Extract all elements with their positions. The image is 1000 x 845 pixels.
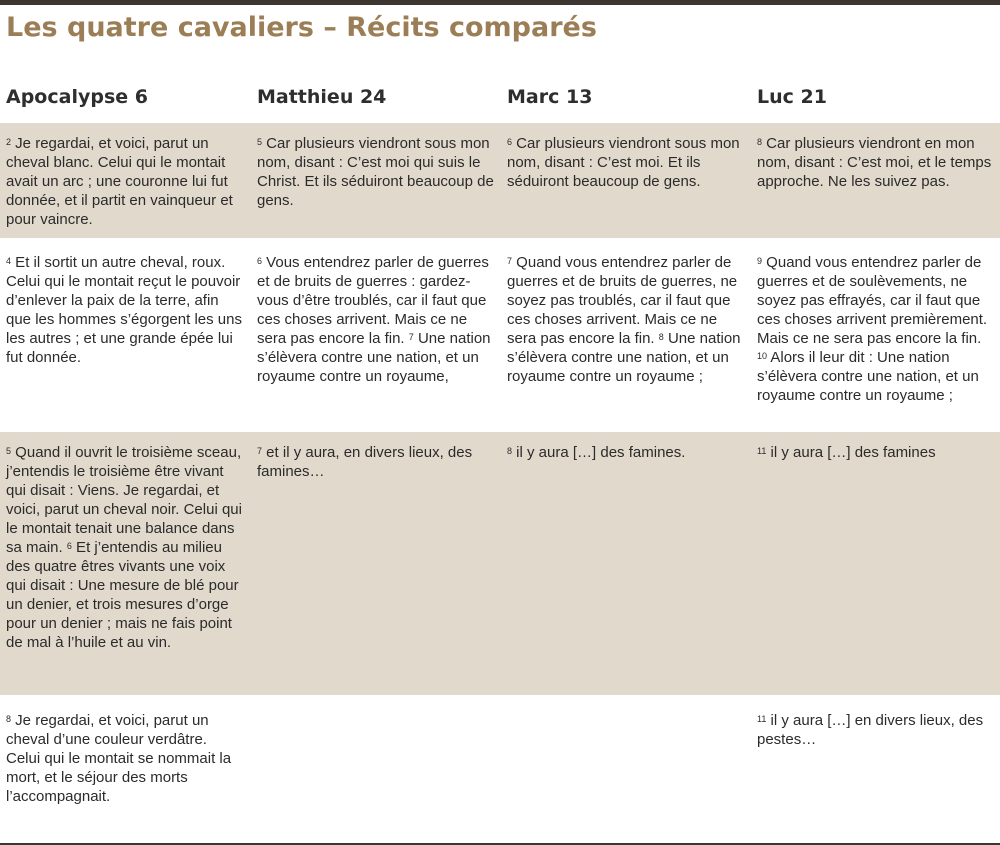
verse-text: Quand vous entendrez parler de guerres et de bruits de guerres, ne soyez pas troublés, car il faut que ces choses arrivent. Mais ce ne sera pas encore la fin. <box>507 254 738 347</box>
table-cell <box>257 443 495 481</box>
verse-number: 6 <box>507 137 513 147</box>
verse-number: 7 <box>408 332 414 342</box>
verse-text: Une nation s’élèvera contre une nation, et un royaume contre un royaume, <box>257 330 491 385</box>
verse-text: Quand il ouvrit le troisième sceau, j’entendis le troisième être vivant qui disait : Viens. Je regardai, et voici, parut un cheval noir. Celui qui le montait tenait une balance dans sa main. <box>6 444 242 556</box>
top-rule <box>0 0 1000 5</box>
table-row <box>0 242 1000 432</box>
table-row <box>0 123 1000 238</box>
verse-number: 9 <box>757 256 763 266</box>
table-cell <box>6 253 244 367</box>
verse-number: 8 <box>6 714 12 724</box>
table-row <box>0 432 1000 695</box>
verse-number: 8 <box>507 446 513 456</box>
verse-text: et il y aura, en divers lieux, des famines… <box>257 444 473 480</box>
column-header-apocalypse: Apocalypse 6 <box>6 86 148 108</box>
verse-number: 7 <box>507 256 513 266</box>
table-cell <box>507 134 745 191</box>
table-cell <box>6 711 244 806</box>
verse-number: 11 <box>757 714 767 724</box>
verse-number: 4 <box>6 256 12 266</box>
table-cell <box>757 443 995 462</box>
verse-text: Je regardai, et voici, parut un cheval d’une couleur verdâtre. Celui qui le montait se nommait la mort, et le séjour des morts l’accompagnait. <box>6 712 232 805</box>
verse-number: 6 <box>257 256 263 266</box>
table-cell <box>257 253 495 386</box>
verse-number: 6 <box>66 541 72 551</box>
table-cell <box>257 134 495 210</box>
verse-number: 5 <box>257 137 263 147</box>
table-cell <box>507 443 745 462</box>
verse-number: 5 <box>6 446 12 456</box>
verse-text: il y aura […] en divers lieux, des pestes… <box>757 712 984 748</box>
verse-text: Je regardai, et voici, parut un cheval blanc. Celui qui le montait avait un arc ; une couronne lui fut donnée, et il partit en vainqueur et pour vaincre. <box>6 135 233 228</box>
table-cell <box>6 134 244 229</box>
table-cell <box>507 253 745 386</box>
column-header-marc: Marc 13 <box>507 86 593 108</box>
verse-text: il y aura […] des famines <box>766 444 936 461</box>
verse-number: 11 <box>757 446 767 456</box>
verse-text: Car plusieurs viendront sous mon nom, disant : C’est moi qui suis le Christ. Et ils séduiront beaucoup de gens. <box>257 135 494 209</box>
verse-text: Car plusieurs viendront sous mon nom, disant : C’est moi. Et ils séduiront beaucoup de gens. <box>507 135 740 190</box>
verse-number: 8 <box>658 332 664 342</box>
table-cell <box>757 253 995 405</box>
table-cell <box>757 711 995 749</box>
verse-number: 2 <box>6 137 12 147</box>
verse-text: Car plusieurs viendront en mon nom, disant : C’est moi, et le temps approche. Ne les suivez pas. <box>757 135 992 190</box>
verse-text: Et il sortit un autre cheval, roux. Celui qui le montait reçut le pouvoir d’enlever la paix de la terre, afin que les hommes s’égorgent les uns les autres ; et une grande épée lui fut donnée. <box>6 254 242 366</box>
verse-text: Alors il leur dit : Une nation s’élèvera contre une nation, et un royaume contre un royaume ; <box>757 349 979 404</box>
verse-text: Une nation s’élèvera contre une nation, et un royaume contre un royaume ; <box>507 330 741 385</box>
verse-text: Et j’entendis au milieu des quatre êtres vivants une voix qui disait : Une mesure de blé pour un denier, et trois mesures d’orge pour un denier ; mais ne fais point de mal à l’huile et au vin. <box>6 539 239 651</box>
verse-text: il y aura […] des famines. <box>512 444 686 461</box>
table-cell <box>757 134 995 191</box>
table-row <box>0 700 1000 840</box>
column-header-luc: Luc 21 <box>757 86 827 108</box>
verse-text: Quand vous entendrez parler de guerres et de soulèvements, ne soyez pas effrayés, car il faut que ces choses arrivent premièrement. Mais ce ne sera pas encore la fin. <box>757 254 988 347</box>
verse-number: 7 <box>257 446 263 456</box>
verse-number: 10 <box>757 351 768 361</box>
verse-text: Vous entendrez parler de guerres et de bruits de guerres : gardez-vous d’être troublés, car il faut que ces choses arrivent. Mais ce ne sera pas encore la fin. <box>257 254 489 347</box>
verse-number: 8 <box>757 137 763 147</box>
table-cell <box>6 443 244 652</box>
column-header-matthieu: Matthieu 24 <box>257 86 387 108</box>
page-title: Les quatre cavaliers – Récits comparés <box>6 12 597 43</box>
